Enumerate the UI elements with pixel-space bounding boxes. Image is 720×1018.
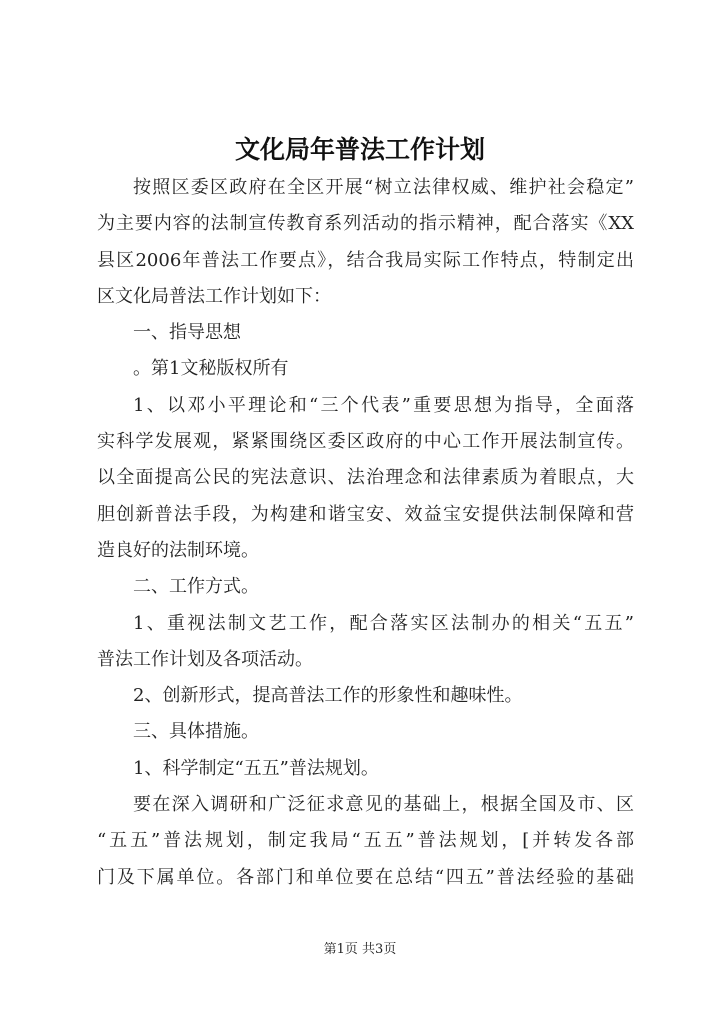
text-line: 以全面提高公民的宪法意识、法治理念和法律素质为着眼点，大 <box>97 467 634 489</box>
text-line: 实科学发展观，紧紧围绕区委区政府的中心工作开展法制宣传。 <box>97 431 634 453</box>
text-line: 门及下属单位。各部门和单位要在总结“四五”普法经验的基础 <box>97 866 634 888</box>
document-title: 文化局年普法工作计划 <box>234 135 485 164</box>
text-line: “五五”普法规划，制定我局“五五”普法规划，[并转发各部 <box>97 830 634 852</box>
paragraph <box>97 678 634 714</box>
text-line: 。第1文秘版权所有 <box>133 358 289 380</box>
text-line: 造良好的法制环境。 <box>97 539 259 561</box>
text-line: 一、指导思想 <box>133 322 241 344</box>
text-line: 胆创新普法手段，为构建和谐宝安、效益宝安提供法制保障和营 <box>97 503 634 525</box>
text-line: 普法工作计划及各项活动。 <box>97 648 313 670</box>
text-line: 二、工作方式。 <box>133 576 259 598</box>
text-line: 1、以邓小平理论和“三个代表”重要思想为指导，全面落 <box>133 394 634 416</box>
text-line: 2、创新形式，提高普法工作的形象性和趣味性。 <box>133 685 523 707</box>
paragraph <box>97 388 634 569</box>
paragraph <box>97 787 634 896</box>
text-line: 要在深入调研和广泛征求意见的基础上，根据全国及市、区 <box>133 794 634 816</box>
text-line: 1、科学制定“五五”普法规划。 <box>133 757 379 779</box>
text-line: 县区2006年普法工作要点》，结合我局实际工作特点，特制定出 <box>97 249 634 271</box>
text-line: 三、具体措施。 <box>133 721 259 743</box>
paragraph <box>97 751 634 787</box>
paragraph <box>97 170 634 315</box>
paragraph <box>97 569 634 605</box>
text-line: 按照区委区政府在全区开展“树立法律权威、维护社会稳定” <box>133 177 634 198</box>
page-footer: 第1页 共3页 <box>323 942 397 957</box>
paragraph <box>97 315 634 351</box>
paragraph <box>97 351 634 387</box>
paragraph <box>97 606 634 679</box>
document-body <box>97 170 634 896</box>
paragraph <box>97 714 634 750</box>
text-line: 区文化局普法工作计划如下： <box>97 285 331 307</box>
text-line: 为主要内容的法制宣传教育系列活动的指示精神，配合落实《XX <box>97 213 634 235</box>
text-line: 1、重视法制文艺工作，配合落实区法制办的相关“五五” <box>133 612 634 634</box>
